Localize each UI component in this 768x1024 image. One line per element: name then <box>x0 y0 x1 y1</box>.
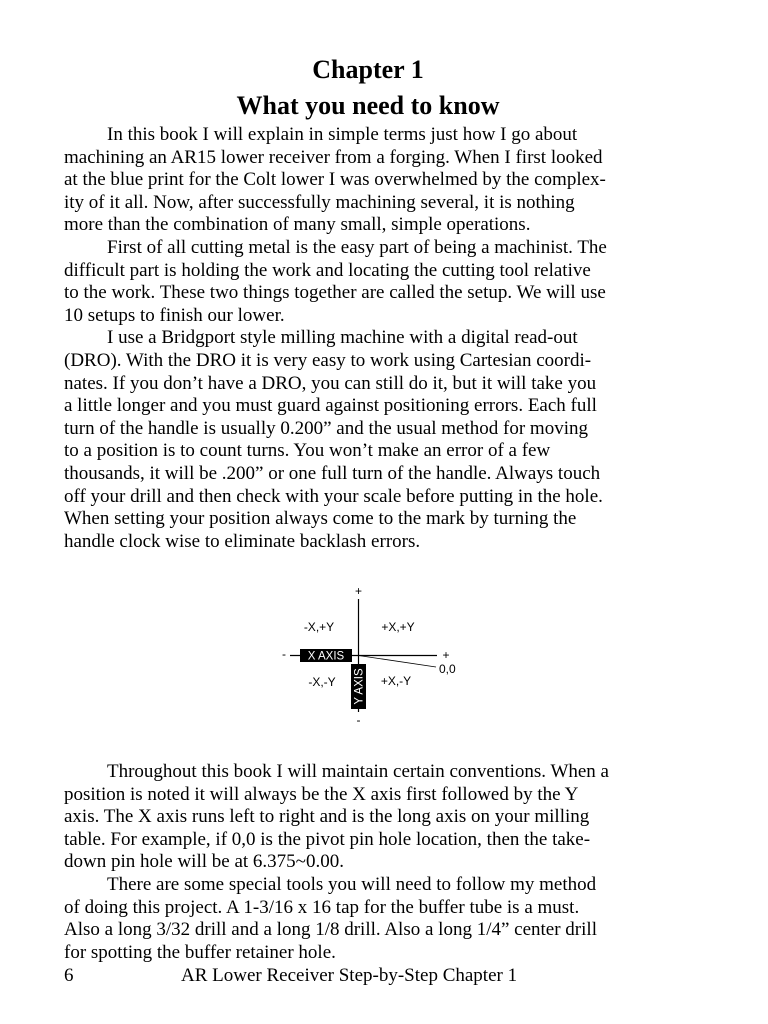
origin-label: 0,0 <box>439 662 456 676</box>
body-line: 10 setups to finish our lower. <box>64 304 285 326</box>
page-number: 6 <box>64 965 74 986</box>
body-line: When setting your position always come to the mark by turning the <box>64 508 577 530</box>
chapter-number-heading: Chapter 1 <box>312 55 424 84</box>
body-line: axis. The X axis runs left to right and is the long axis on your milling <box>64 806 590 828</box>
body-line: at the blue print for the Colt lower I was overwhelmed by the complex- <box>64 169 606 191</box>
body-line: more than the combination of many small, simple operations. <box>64 214 531 236</box>
body-line: First of all cutting metal is the easy part of being a machinist. The <box>107 237 607 258</box>
quadrant-bottom-right-label: +X,-Y <box>380 674 412 688</box>
x-axis-label: X AXIS <box>307 650 345 663</box>
body-line: thousands, it will be .200” or one full turn of the handle. Always touch <box>64 463 601 484</box>
running-footer-title: AR Lower Receiver Step-by-Step Chapter 1 <box>181 965 518 986</box>
y-axis-label: Y AXIS <box>353 668 366 705</box>
body-line: down pin hole will be at 6.375~0.00. <box>64 851 344 873</box>
body-line: ity of it all. Now, after successfully machining several, it is nothing <box>64 191 575 213</box>
y-positive-marker: + <box>354 584 363 598</box>
body-line: to a position is to count turns. You won’t make an error of a few <box>64 440 551 462</box>
body-line: table. For example, if 0,0 is the pivot pin hole location, then the take- <box>64 828 591 850</box>
body-line: position is noted it will always be the X axis first followed by the Y <box>64 783 579 805</box>
body-line: There are some special tools you will need to follow my method <box>107 874 597 895</box>
body-line: to the work. These two things together are called the setup. We will use <box>64 282 606 304</box>
body-line: for spotting the buffer retainer hole. <box>64 941 336 963</box>
body-line: turn of the handle is usually 0.200” and the usual method for moving <box>64 417 588 439</box>
body-line: (DRO). With the DRO it is very easy to work using Cartesian coordi- <box>64 350 592 371</box>
x-negative-marker: - <box>282 647 286 661</box>
quadrant-bottom-left-label: -X,-Y <box>308 675 336 689</box>
body-line: a little longer and you must guard against positioning errors. Each full <box>64 395 597 417</box>
body-line: off your drill and then check with your scale before putting in the hole. <box>64 485 603 507</box>
body-line: machining an AR15 lower receiver from a forging. When I first looked <box>64 146 603 168</box>
chapter-title-heading: What you need to know <box>236 91 500 120</box>
body-line: of doing this project. A 1-3/16 x 16 tap for the buffer tube is a must. <box>64 896 580 918</box>
body-line: nates. If you don’t have a DRO, you can still do it, but it will take you <box>64 372 597 394</box>
body-line: In this book I will explain in simple terms just how I go about <box>107 124 578 145</box>
quadrant-top-left-label: -X,+Y <box>303 620 335 634</box>
x-positive-marker: + <box>442 648 450 662</box>
body-line: Also a long 3/32 drill and a long 1/8 drill. Also a long 1/4” center drill <box>64 919 597 941</box>
body-line: handle clock wise to eliminate backlash errors. <box>64 530 421 552</box>
body-line: Throughout this book I will maintain certain conventions. When a <box>107 761 609 782</box>
origin-leader-line <box>359 656 437 668</box>
body-line: I use a Bridgport style milling machine with a digital read-out <box>107 327 578 349</box>
y-negative-marker: - <box>356 713 361 727</box>
body-line: difficult part is holding the work and locating the cutting tool relative <box>64 259 591 281</box>
quadrant-top-right-label: +X,+Y <box>381 620 415 634</box>
